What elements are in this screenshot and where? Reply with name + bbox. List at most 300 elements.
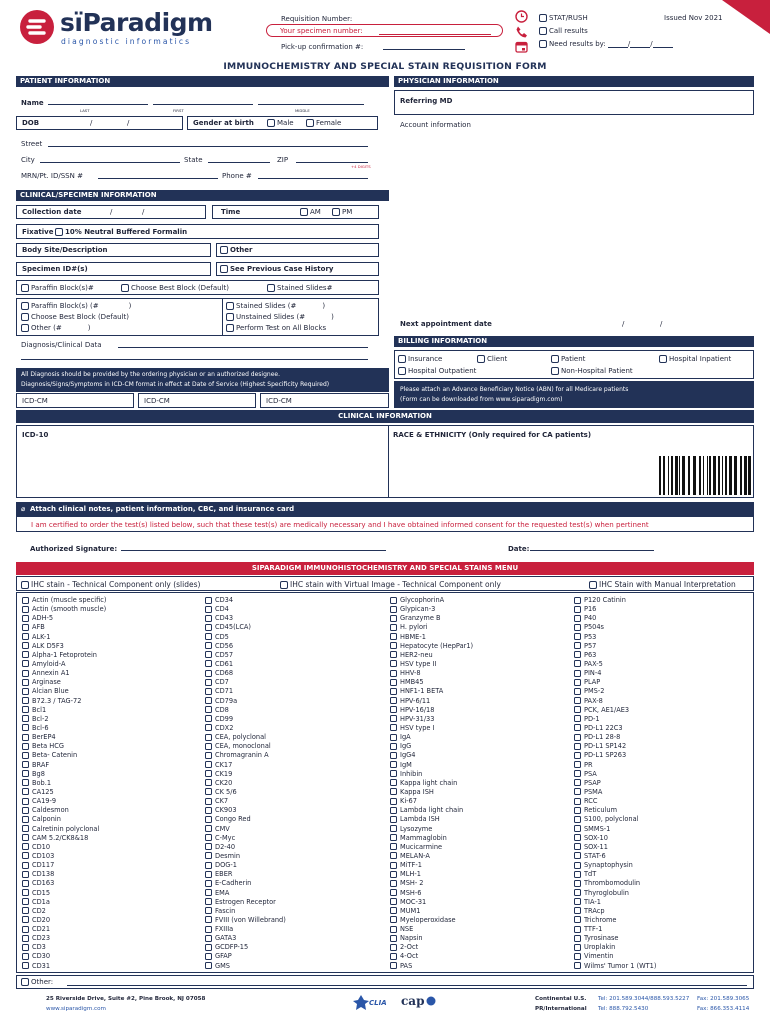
body-site-box[interactable] [16, 243, 211, 257]
stain-option[interactable] [22, 889, 106, 898]
stain-option[interactable] [22, 742, 106, 751]
stain-option[interactable] [390, 623, 473, 632]
stain-option[interactable] [574, 596, 656, 605]
stain-checkbox[interactable] [22, 798, 29, 805]
stain-option[interactable] [22, 724, 106, 733]
stain-checkbox[interactable] [390, 944, 397, 951]
stain-option[interactable] [205, 797, 286, 806]
stain-option[interactable] [390, 660, 473, 669]
city-input[interactable] [40, 155, 180, 163]
stain-checkbox[interactable] [205, 615, 212, 622]
stain-option[interactable] [390, 678, 473, 687]
stain-option[interactable] [390, 669, 473, 678]
stain-checkbox[interactable] [574, 660, 581, 667]
dob-box[interactable]: DOB / / [16, 116, 183, 130]
stain-option[interactable] [574, 733, 656, 742]
male-checkbox[interactable] [267, 119, 294, 127]
stain-option[interactable] [205, 934, 286, 943]
stain-option[interactable] [574, 697, 656, 706]
stain-option[interactable] [574, 770, 656, 779]
zip-input[interactable] [296, 155, 368, 163]
stain-option[interactable] [390, 770, 473, 779]
stain-checkbox[interactable] [574, 743, 581, 750]
stain-option[interactable] [205, 962, 286, 971]
stain-checkbox[interactable] [574, 843, 581, 850]
stain-checkbox[interactable] [205, 889, 212, 896]
stain-checkbox[interactable] [390, 597, 397, 604]
stain-checkbox[interactable] [205, 624, 212, 631]
stain-option[interactable] [390, 715, 473, 724]
stain-checkbox[interactable] [390, 697, 397, 704]
stain-checkbox[interactable] [205, 871, 212, 878]
stain-option[interactable] [390, 633, 473, 642]
stain-option[interactable] [390, 779, 473, 788]
stain-option[interactable] [574, 952, 656, 961]
stain-checkbox[interactable] [390, 688, 397, 695]
stain-option[interactable] [390, 788, 473, 797]
stain-option[interactable] [390, 843, 473, 852]
stain-option[interactable] [574, 916, 656, 925]
stain-option[interactable] [22, 925, 106, 934]
stain-option[interactable] [574, 706, 656, 715]
stain-option[interactable] [22, 605, 106, 614]
stain-option[interactable] [390, 797, 473, 806]
stain-option[interactable] [205, 706, 286, 715]
stain-option[interactable] [574, 669, 656, 678]
formalin-checkbox[interactable] [55, 228, 187, 236]
stain-option[interactable] [22, 596, 106, 605]
stain-checkbox[interactable] [22, 935, 29, 942]
stain-option[interactable] [205, 925, 286, 934]
stain-option[interactable] [205, 733, 286, 742]
stain-option[interactable] [22, 879, 106, 888]
stain-option[interactable] [205, 898, 286, 907]
stain-checkbox[interactable] [22, 660, 29, 667]
stain-option[interactable] [22, 852, 106, 861]
stain-option[interactable] [574, 614, 656, 623]
stain-checkbox[interactable] [205, 916, 212, 923]
stain-checkbox[interactable] [574, 624, 581, 631]
stain-checkbox[interactable] [390, 770, 397, 777]
stain-option[interactable] [390, 742, 473, 751]
stain-checkbox[interactable] [205, 862, 212, 869]
stain-checkbox[interactable] [205, 734, 212, 741]
stain-option[interactable] [205, 605, 286, 614]
stain-checkbox[interactable] [205, 715, 212, 722]
stain-option[interactable] [205, 642, 286, 651]
stain-option[interactable] [390, 952, 473, 961]
choose-best-checkbox[interactable] [121, 284, 229, 292]
stain-option[interactable] [390, 651, 473, 660]
opt-technical-checkbox[interactable] [21, 580, 200, 589]
diagnosis-input[interactable] [118, 340, 368, 348]
stain-option[interactable] [205, 669, 286, 678]
stain-checkbox[interactable] [22, 825, 29, 832]
time-box[interactable] [212, 205, 379, 219]
stain-checkbox[interactable] [22, 843, 29, 850]
stain-checkbox[interactable] [390, 679, 397, 686]
stain-option[interactable] [390, 614, 473, 623]
stain-checkbox[interactable] [22, 770, 29, 777]
stain-checkbox[interactable] [22, 962, 29, 969]
stain-option[interactable] [205, 623, 286, 632]
stain-option[interactable] [574, 852, 656, 861]
insurance-checkbox[interactable] [398, 355, 442, 363]
stain-checkbox[interactable] [574, 916, 581, 923]
stain-option[interactable] [205, 825, 286, 834]
date-input[interactable] [530, 543, 654, 551]
stain-checkbox[interactable] [22, 889, 29, 896]
stain-checkbox[interactable] [574, 670, 581, 677]
referring-md-box[interactable] [394, 90, 754, 115]
stain-option[interactable] [390, 925, 473, 934]
call-results-checkbox[interactable] [539, 27, 588, 35]
stain-checkbox[interactable] [574, 770, 581, 777]
stain-checkbox[interactable] [390, 916, 397, 923]
stain-checkbox[interactable] [205, 962, 212, 969]
stain-option[interactable] [574, 678, 656, 687]
stain-option[interactable] [390, 733, 473, 742]
stain-checkbox[interactable] [205, 752, 212, 759]
stain-checkbox[interactable] [22, 788, 29, 795]
stain-checkbox[interactable] [390, 898, 397, 905]
stain-checkbox[interactable] [574, 852, 581, 859]
stain-checkbox[interactable] [390, 660, 397, 667]
choose-best2-checkbox[interactable] [21, 313, 129, 321]
stain-option[interactable] [390, 934, 473, 943]
stain-checkbox[interactable] [390, 651, 397, 658]
stain-checkbox[interactable] [390, 642, 397, 649]
stain-option[interactable] [390, 751, 473, 760]
stain-option[interactable] [390, 870, 473, 879]
paraffin-checkbox[interactable] [21, 284, 94, 292]
stain-option[interactable] [22, 761, 106, 770]
patient-bill-checkbox[interactable] [551, 355, 585, 363]
stain-option[interactable] [390, 687, 473, 696]
stain-checkbox[interactable] [22, 852, 29, 859]
stain-checkbox[interactable] [574, 642, 581, 649]
stain-option[interactable] [574, 934, 656, 943]
stain-checkbox[interactable] [22, 926, 29, 933]
stain-checkbox[interactable] [22, 779, 29, 786]
stain-checkbox[interactable] [205, 660, 212, 667]
stain-checkbox[interactable] [574, 935, 581, 942]
stain-checkbox[interactable] [574, 606, 581, 613]
stain-option[interactable] [574, 623, 656, 632]
stain-checkbox[interactable] [574, 651, 581, 658]
stain-checkbox[interactable] [574, 862, 581, 869]
specimen-id-box[interactable] [16, 262, 211, 276]
stain-option[interactable] [574, 925, 656, 934]
stain-option[interactable] [205, 889, 286, 898]
stain-option[interactable] [390, 642, 473, 651]
stain-option[interactable] [574, 642, 656, 651]
stain-checkbox[interactable] [205, 907, 212, 914]
stain-checkbox[interactable] [205, 926, 212, 933]
stain-option[interactable] [205, 852, 286, 861]
stain-option[interactable] [574, 651, 656, 660]
stain-option[interactable] [205, 614, 286, 623]
stain-checkbox[interactable] [205, 944, 212, 951]
need-results-checkbox[interactable]: Need results by: / / [539, 40, 673, 48]
stain-option[interactable] [574, 605, 656, 614]
stain-checkbox[interactable] [22, 688, 29, 695]
stain-checkbox[interactable] [22, 880, 29, 887]
stain-checkbox[interactable] [574, 889, 581, 896]
stain-checkbox[interactable] [574, 615, 581, 622]
stain-checkbox[interactable] [390, 816, 397, 823]
stain-option[interactable] [574, 687, 656, 696]
stain-checkbox[interactable] [22, 670, 29, 677]
stain-option[interactable] [22, 623, 106, 632]
stain-option[interactable] [22, 952, 106, 961]
stain-checkbox[interactable] [574, 697, 581, 704]
stain-checkbox[interactable] [205, 807, 212, 814]
name-last-input[interactable] [48, 97, 148, 105]
stain-option[interactable] [22, 614, 106, 623]
other-stain-checkbox[interactable] [21, 978, 53, 986]
stain-checkbox[interactable] [22, 916, 29, 923]
stain-option[interactable] [22, 678, 106, 687]
am-checkbox[interactable] [300, 208, 321, 216]
stain-checkbox[interactable] [574, 752, 581, 759]
stain-checkbox[interactable] [574, 871, 581, 878]
stain-checkbox[interactable] [390, 761, 397, 768]
stain-checkbox[interactable] [205, 651, 212, 658]
stain-checkbox[interactable] [205, 825, 212, 832]
stain-checkbox[interactable] [205, 688, 212, 695]
stain-checkbox[interactable] [390, 935, 397, 942]
stain-option[interactable] [22, 934, 106, 943]
stain-option[interactable] [390, 889, 473, 898]
stain-option[interactable] [205, 952, 286, 961]
stain-option[interactable] [205, 870, 286, 879]
stain-option[interactable] [22, 916, 106, 925]
stain-checkbox[interactable] [574, 788, 581, 795]
stain-checkbox[interactable] [22, 761, 29, 768]
stain-checkbox[interactable] [205, 798, 212, 805]
stain-option[interactable] [574, 861, 656, 870]
stain-checkbox[interactable] [390, 624, 397, 631]
stain-option[interactable] [574, 779, 656, 788]
stain-checkbox[interactable] [574, 944, 581, 951]
pm-checkbox[interactable] [332, 208, 352, 216]
stain-option[interactable] [574, 898, 656, 907]
stain-checkbox[interactable] [205, 788, 212, 795]
stain-checkbox[interactable] [205, 706, 212, 713]
stain-checkbox[interactable] [574, 926, 581, 933]
stain-option[interactable] [574, 742, 656, 751]
stain-option[interactable] [22, 825, 106, 834]
stain-option[interactable] [22, 642, 106, 651]
stain-option[interactable] [22, 943, 106, 952]
stain-checkbox[interactable] [574, 798, 581, 805]
stain-option[interactable] [390, 898, 473, 907]
stain-checkbox[interactable] [22, 633, 29, 640]
stain-checkbox[interactable] [205, 880, 212, 887]
stain-checkbox[interactable] [22, 642, 29, 649]
stain-option[interactable] [574, 962, 656, 971]
stain-option[interactable] [574, 660, 656, 669]
stat-checkbox[interactable] [539, 14, 588, 22]
stain-option[interactable] [22, 715, 106, 724]
stain-checkbox[interactable] [390, 670, 397, 677]
stain-checkbox[interactable] [574, 953, 581, 960]
stain-checkbox[interactable] [390, 962, 397, 969]
stain-option[interactable] [574, 806, 656, 815]
stain-option[interactable] [205, 660, 286, 669]
stain-option[interactable] [22, 733, 106, 742]
stain-option[interactable] [390, 861, 473, 870]
stain-checkbox[interactable] [22, 615, 29, 622]
stain-checkbox[interactable] [205, 834, 212, 841]
stain-checkbox[interactable] [22, 706, 29, 713]
stain-option[interactable] [574, 797, 656, 806]
stain-option[interactable] [22, 751, 106, 760]
stain-checkbox[interactable] [390, 871, 397, 878]
stain-option[interactable] [205, 779, 286, 788]
stain-option[interactable] [22, 779, 106, 788]
stain-checkbox[interactable] [390, 907, 397, 914]
stain-checkbox[interactable] [22, 624, 29, 631]
stain-option[interactable] [574, 715, 656, 724]
stain-option[interactable] [390, 943, 473, 952]
stain-option[interactable] [390, 962, 473, 971]
collection-date-box[interactable]: Collection date / / [16, 205, 206, 219]
stain-checkbox[interactable] [22, 697, 29, 704]
stain-checkbox[interactable] [22, 606, 29, 613]
hospital-outpatient-checkbox[interactable] [398, 367, 476, 375]
opt-manual-checkbox[interactable] [589, 580, 736, 589]
stain-option[interactable] [22, 861, 106, 870]
icdcm-box-3[interactable] [260, 393, 389, 408]
stain-option[interactable] [22, 706, 106, 715]
stain-option[interactable] [22, 806, 106, 815]
stain-checkbox[interactable] [390, 807, 397, 814]
stain-checkbox[interactable] [205, 597, 212, 604]
stain-checkbox[interactable] [22, 651, 29, 658]
see-previous-checkbox[interactable] [220, 265, 333, 273]
name-first-input[interactable] [153, 97, 253, 105]
stain-checkbox[interactable] [574, 633, 581, 640]
perform-all-checkbox[interactable] [226, 324, 326, 332]
stain-checkbox[interactable] [390, 798, 397, 805]
stain-checkbox[interactable] [390, 706, 397, 713]
stain-checkbox[interactable] [574, 706, 581, 713]
stain-checkbox[interactable] [22, 907, 29, 914]
stain-checkbox[interactable] [574, 825, 581, 832]
stain-option[interactable] [390, 825, 473, 834]
stain-option[interactable] [205, 724, 286, 733]
stain-checkbox[interactable] [22, 953, 29, 960]
stain-option[interactable] [205, 843, 286, 852]
stain-checkbox[interactable] [574, 779, 581, 786]
stain-checkbox[interactable] [205, 779, 212, 786]
requisition-input[interactable] [266, 24, 503, 37]
stain-option[interactable] [574, 843, 656, 852]
stain-checkbox[interactable] [390, 862, 397, 869]
stain-checkbox[interactable] [205, 633, 212, 640]
stain-option[interactable] [574, 870, 656, 879]
stain-checkbox[interactable] [205, 843, 212, 850]
stain-option[interactable] [205, 751, 286, 760]
icdcm-box-1[interactable] [16, 393, 134, 408]
stain-checkbox[interactable] [22, 752, 29, 759]
unstained2-checkbox[interactable]: Unstained Slides (# ) [226, 313, 334, 321]
stain-checkbox[interactable] [205, 670, 212, 677]
stain-option[interactable] [574, 889, 656, 898]
stain-checkbox[interactable] [205, 770, 212, 777]
stain-option[interactable] [574, 633, 656, 642]
stain-option[interactable] [205, 806, 286, 815]
street-input[interactable] [48, 139, 368, 147]
stain-checkbox[interactable] [390, 953, 397, 960]
hospital-inpatient-checkbox[interactable] [659, 355, 731, 363]
paraffin2-checkbox[interactable]: Paraffin Block(s) (# ) [21, 302, 131, 310]
stain-checkbox[interactable] [390, 615, 397, 622]
stain-checkbox[interactable] [205, 606, 212, 613]
other2-checkbox[interactable]: Other (# ) [21, 324, 90, 332]
stain-option[interactable] [390, 916, 473, 925]
stain-option[interactable] [390, 907, 473, 916]
stain-checkbox[interactable] [390, 724, 397, 731]
stain-checkbox[interactable] [205, 816, 212, 823]
stain-option[interactable] [205, 907, 286, 916]
stain-checkbox[interactable] [574, 898, 581, 905]
stain-option[interactable] [574, 788, 656, 797]
opt-virtual-checkbox[interactable] [280, 580, 501, 589]
stain-checkbox[interactable] [205, 898, 212, 905]
stain-checkbox[interactable] [390, 825, 397, 832]
stain-checkbox[interactable] [574, 962, 581, 969]
stain-checkbox[interactable] [390, 606, 397, 613]
stain-option[interactable] [574, 751, 656, 760]
stain-checkbox[interactable] [22, 944, 29, 951]
stain-checkbox[interactable] [22, 743, 29, 750]
stain-checkbox[interactable] [205, 852, 212, 859]
other-stain-input[interactable] [67, 977, 747, 986]
stain-checkbox[interactable] [390, 843, 397, 850]
stain-checkbox[interactable] [205, 724, 212, 731]
stain-option[interactable] [390, 697, 473, 706]
stain-option[interactable] [205, 815, 286, 824]
stain-option[interactable] [22, 770, 106, 779]
stain-option[interactable] [205, 770, 286, 779]
stain-option[interactable] [22, 962, 106, 971]
stain-checkbox[interactable] [574, 734, 581, 741]
stain-option[interactable] [390, 596, 473, 605]
stain-option[interactable] [205, 633, 286, 642]
stain-option[interactable] [390, 879, 473, 888]
stain-checkbox[interactable] [205, 697, 212, 704]
icdcm-box-2[interactable] [138, 393, 256, 408]
stain-checkbox[interactable] [390, 752, 397, 759]
stain-checkbox[interactable] [22, 898, 29, 905]
stain-checkbox[interactable] [574, 724, 581, 731]
stain-option[interactable] [574, 834, 656, 843]
stain-checkbox[interactable] [205, 935, 212, 942]
stain-option[interactable] [390, 852, 473, 861]
stain-option[interactable] [205, 715, 286, 724]
stain-checkbox[interactable] [22, 816, 29, 823]
stain-option[interactable] [574, 825, 656, 834]
name-middle-input[interactable] [258, 97, 364, 105]
see-previous-box[interactable] [216, 262, 379, 276]
stain-checkbox[interactable] [390, 889, 397, 896]
stain-option[interactable] [22, 687, 106, 696]
non-hospital-checkbox[interactable] [551, 367, 633, 375]
stain-option[interactable] [205, 651, 286, 660]
